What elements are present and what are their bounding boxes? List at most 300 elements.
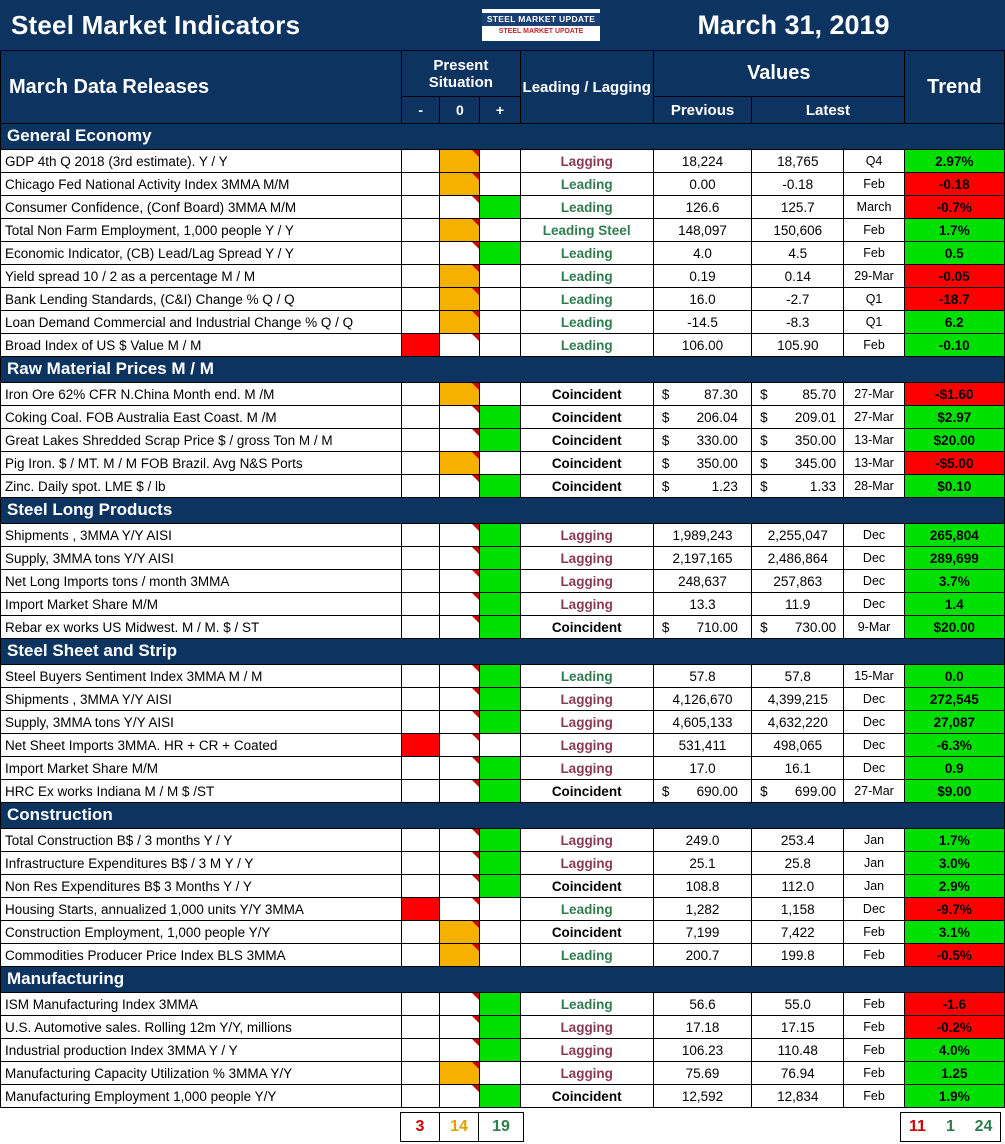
present-situation-plus-cell bbox=[480, 734, 520, 757]
period-label: Dec bbox=[844, 898, 904, 921]
period-label: Feb bbox=[844, 1039, 904, 1062]
trend-change: 1.9% bbox=[904, 1085, 1004, 1108]
present-situation-plus-cell bbox=[480, 1085, 520, 1108]
indicator-name: Commodities Producer Price Index BLS 3MMA bbox=[1, 944, 402, 967]
present-situation-plus-cell bbox=[480, 173, 520, 196]
present-situation-zero-cell bbox=[440, 311, 480, 334]
latest-value: 2,486,864 bbox=[752, 547, 844, 570]
leading-lagging-label: Leading bbox=[520, 993, 653, 1016]
previous-value: -14.5 bbox=[653, 311, 751, 334]
previous-value: 2,197,165 bbox=[653, 547, 751, 570]
period-label: March bbox=[844, 196, 904, 219]
latest-value: 57.8 bbox=[752, 665, 844, 688]
present-situation-minus-cell bbox=[402, 173, 440, 196]
table-footer bbox=[0, 1110, 1005, 1144]
indicator-name: Rebar ex works US Midwest. M / M. $ / ST bbox=[1, 616, 402, 639]
latest-value: 257,863 bbox=[752, 570, 844, 593]
present-situation-plus-cell bbox=[480, 311, 520, 334]
present-situation-zero-cell bbox=[440, 265, 480, 288]
trend-change: -0.18 bbox=[904, 173, 1004, 196]
previous-value: 4,605,133 bbox=[653, 711, 751, 734]
table-row bbox=[1, 219, 1005, 242]
previous-value: 531,411 bbox=[653, 734, 751, 757]
latest-value: 0.14 bbox=[752, 265, 844, 288]
previous-value bbox=[653, 475, 751, 498]
indicator-name: Shipments , 3MMA Y/Y AISI bbox=[1, 524, 402, 547]
leading-lagging-label: Coincident bbox=[520, 452, 653, 475]
present-situation-minus-cell bbox=[402, 829, 440, 852]
present-situation-zero-cell bbox=[440, 993, 480, 1016]
indicator-name: Total Non Farm Employment, 1,000 people Y / Y bbox=[1, 219, 402, 242]
previous-value: 17.18 bbox=[653, 1016, 751, 1039]
latest-value-value: 209.01 bbox=[794, 409, 837, 425]
latest-value: 2,255,047 bbox=[752, 524, 844, 547]
period-label: Dec bbox=[844, 711, 904, 734]
previous-value: 0.19 bbox=[653, 265, 751, 288]
present-situation-zero-cell bbox=[440, 475, 480, 498]
trend-change: 1.7% bbox=[904, 219, 1004, 242]
period-label: 13-Mar bbox=[844, 452, 904, 475]
latest-value: 112.0 bbox=[752, 875, 844, 898]
leading-lagging-label: Leading bbox=[520, 665, 653, 688]
latest-value-value: 730.00 bbox=[794, 619, 837, 635]
present-situation-zero-cell bbox=[440, 898, 480, 921]
indicator-name: Iron Ore 62% CFR N.China Month end. M /M bbox=[1, 383, 402, 406]
previous-value: 13.3 bbox=[653, 593, 751, 616]
indicator-name: Import Market Share M/M bbox=[1, 593, 402, 616]
indicator-name: Economic Indicator, (CB) Lead/Lag Spread Y / Y bbox=[1, 242, 402, 265]
col-zero: 0 bbox=[440, 97, 480, 124]
leading-lagging-label: Coincident bbox=[520, 406, 653, 429]
previous-value: 18,224 bbox=[653, 150, 751, 173]
indicator-name: Infrastructure Expenditures B$ / 3 M Y / Y bbox=[1, 852, 402, 875]
present-situation-plus-cell bbox=[480, 921, 520, 944]
section-title: General Economy bbox=[1, 124, 1005, 150]
indicator-name: Pig Iron. $ / MT. M / M FOB Brazil. Avg N&S Ports bbox=[1, 452, 402, 475]
trend-change: 3.0% bbox=[904, 852, 1004, 875]
previous-value: 248,637 bbox=[653, 570, 751, 593]
indicator-name: Construction Employment, 1,000 people Y/Y bbox=[1, 921, 402, 944]
col-previous: Previous bbox=[653, 97, 751, 124]
leading-lagging-label: Leading bbox=[520, 334, 653, 357]
present-situation-zero-cell bbox=[440, 1085, 480, 1108]
present-situation-minus-cell bbox=[402, 734, 440, 757]
present-situation-minus-cell bbox=[402, 429, 440, 452]
latest-value: 12,834 bbox=[752, 1085, 844, 1108]
present-situation-zero-cell bbox=[440, 173, 480, 196]
leading-lagging-label: Lagging bbox=[520, 1062, 653, 1085]
section-header-row bbox=[1, 357, 1005, 383]
indicator-name: Great Lakes Shredded Scrap Price $ / gross Ton M / M bbox=[1, 429, 402, 452]
latest-value bbox=[752, 616, 844, 639]
latest-value: 18,765 bbox=[752, 150, 844, 173]
latest-value-value: 85.70 bbox=[802, 386, 837, 402]
previous-value: 4,126,670 bbox=[653, 688, 751, 711]
trend-change: 265,804 bbox=[904, 524, 1004, 547]
table-row bbox=[1, 429, 1005, 452]
indicators-table bbox=[0, 50, 1005, 1108]
section-header-row bbox=[1, 498, 1005, 524]
present-situation-minus-cell bbox=[402, 452, 440, 475]
present-situation-zero-cell bbox=[440, 570, 480, 593]
trend-change: $0.10 bbox=[904, 475, 1004, 498]
present-situation-plus-cell bbox=[480, 547, 520, 570]
indicator-name: Net Long Imports tons / month 3MMA bbox=[1, 570, 402, 593]
period-label: Q1 bbox=[844, 288, 904, 311]
leading-lagging-label: Lagging bbox=[520, 547, 653, 570]
period-label: Dec bbox=[844, 593, 904, 616]
present-situation-minus-cell bbox=[402, 1016, 440, 1039]
previous-value: 75.69 bbox=[653, 1062, 751, 1085]
present-situation-minus-cell bbox=[402, 383, 440, 406]
present-situation-minus-cell bbox=[402, 1039, 440, 1062]
trend-change: -0.10 bbox=[904, 334, 1004, 357]
trend-change: 1.25 bbox=[904, 1062, 1004, 1085]
present-situation-zero-cell bbox=[440, 242, 480, 265]
previous-value bbox=[653, 429, 751, 452]
previous-value: 25.1 bbox=[653, 852, 751, 875]
trend-change: 0.5 bbox=[904, 242, 1004, 265]
present-situation-plus-cell bbox=[480, 150, 520, 173]
present-situation-minus-cell bbox=[402, 665, 440, 688]
previous-value bbox=[653, 383, 751, 406]
smu-logo bbox=[481, 8, 601, 42]
present-situation-zero-cell bbox=[440, 429, 480, 452]
dollar-sign: $ bbox=[760, 783, 768, 799]
present-situation-minus-cell bbox=[402, 993, 440, 1016]
latest-value bbox=[752, 406, 844, 429]
previous-value-value: 206.04 bbox=[696, 409, 738, 425]
table-row bbox=[1, 311, 1005, 334]
present-situation-zero-cell bbox=[440, 1016, 480, 1039]
present-situation-plus-cell bbox=[480, 711, 520, 734]
table-row bbox=[1, 524, 1005, 547]
period-label: Feb bbox=[844, 921, 904, 944]
period-label: Feb bbox=[844, 944, 904, 967]
present-situation-minus-cell bbox=[402, 570, 440, 593]
leading-lagging-label: Coincident bbox=[520, 383, 653, 406]
present-situation-plus-cell bbox=[480, 1039, 520, 1062]
leading-lagging-label: Leading Steel bbox=[520, 219, 653, 242]
indicator-name: Housing Starts, annualized 1,000 units Y/Y 3MMA bbox=[1, 898, 402, 921]
period-label: Feb bbox=[844, 173, 904, 196]
present-situation-zero-cell bbox=[440, 688, 480, 711]
latest-value: 17.15 bbox=[752, 1016, 844, 1039]
table-row bbox=[1, 711, 1005, 734]
present-situation-plus-cell bbox=[480, 406, 520, 429]
previous-value: 17.0 bbox=[653, 757, 751, 780]
period-label: 13-Mar bbox=[844, 429, 904, 452]
period-label: Dec bbox=[844, 688, 904, 711]
present-situation-plus-cell bbox=[480, 852, 520, 875]
present-situation-minus-cell bbox=[402, 688, 440, 711]
present-situation-zero-cell bbox=[440, 288, 480, 311]
table-row bbox=[1, 383, 1005, 406]
latest-value bbox=[752, 475, 844, 498]
section-title: Manufacturing bbox=[1, 967, 1005, 993]
present-situation-zero-cell bbox=[440, 547, 480, 570]
present-situation-minus-cell bbox=[402, 475, 440, 498]
table-row bbox=[1, 688, 1005, 711]
present-situation-plus-cell bbox=[480, 242, 520, 265]
present-situation-plus-cell bbox=[480, 196, 520, 219]
latest-value: 25.8 bbox=[752, 852, 844, 875]
table-row bbox=[1, 570, 1005, 593]
leading-lagging-label: Lagging bbox=[520, 734, 653, 757]
trend-change: 0.0 bbox=[904, 665, 1004, 688]
table-row bbox=[1, 334, 1005, 357]
count-zero: 14 bbox=[440, 1113, 479, 1141]
leading-lagging-label: Lagging bbox=[520, 688, 653, 711]
previous-value-value: 710.00 bbox=[696, 619, 738, 635]
present-situation-plus-cell bbox=[480, 475, 520, 498]
latest-value: 125.7 bbox=[752, 196, 844, 219]
table-row bbox=[1, 829, 1005, 852]
present-situation-minus-cell bbox=[402, 311, 440, 334]
previous-value-value: 1.23 bbox=[711, 478, 738, 494]
indicator-name: Net Sheet Imports 3MMA. HR + CR + Coated bbox=[1, 734, 402, 757]
latest-value: 150,606 bbox=[752, 219, 844, 242]
leading-lagging-label: Leading bbox=[520, 173, 653, 196]
present-situation-minus-cell bbox=[402, 219, 440, 242]
present-situation-plus-cell bbox=[480, 383, 520, 406]
trend-count-green: 24 bbox=[974, 1118, 993, 1135]
latest-value: 4,632,220 bbox=[752, 711, 844, 734]
present-situation-minus-cell bbox=[402, 875, 440, 898]
indicator-name: Shipments , 3MMA Y/Y AISI bbox=[1, 688, 402, 711]
present-situation-zero-cell bbox=[440, 150, 480, 173]
logo-top-text: STEEL MARKET UPDATE bbox=[482, 13, 600, 26]
trend-change: 27,087 bbox=[904, 711, 1004, 734]
present-situation-plus-cell bbox=[480, 219, 520, 242]
period-label: 28-Mar bbox=[844, 475, 904, 498]
trend-change: 0.9 bbox=[904, 757, 1004, 780]
trend-change: 3.1% bbox=[904, 921, 1004, 944]
present-situation-minus-cell bbox=[402, 288, 440, 311]
present-situation-zero-cell bbox=[440, 524, 480, 547]
present-situation-plus-cell bbox=[480, 1062, 520, 1085]
present-situation-minus-cell bbox=[402, 524, 440, 547]
col-leading-lagging: Leading / Lagging bbox=[520, 51, 653, 124]
latest-value: -2.7 bbox=[752, 288, 844, 311]
present-situation-minus-cell bbox=[402, 1085, 440, 1108]
present-situation-plus-cell bbox=[480, 288, 520, 311]
present-situation-zero-cell bbox=[440, 757, 480, 780]
present-situation-zero-cell bbox=[440, 383, 480, 406]
dollar-sign: $ bbox=[661, 455, 670, 471]
dollar-sign: $ bbox=[760, 386, 768, 402]
present-situation-minus-cell bbox=[402, 944, 440, 967]
table-row bbox=[1, 757, 1005, 780]
table-row bbox=[1, 265, 1005, 288]
present-situation-minus-cell bbox=[402, 265, 440, 288]
table-row bbox=[1, 242, 1005, 265]
table-row bbox=[1, 1085, 1005, 1108]
section-header-row bbox=[1, 967, 1005, 993]
previous-value: 108.8 bbox=[653, 875, 751, 898]
col-latest: Latest bbox=[752, 97, 904, 124]
previous-value: 4.0 bbox=[653, 242, 751, 265]
indicators-body bbox=[1, 124, 1005, 1108]
leading-lagging-label: Lagging bbox=[520, 711, 653, 734]
latest-value-value: 699.00 bbox=[794, 783, 837, 799]
table-row bbox=[1, 196, 1005, 219]
leading-lagging-label: Coincident bbox=[520, 1085, 653, 1108]
period-label: Feb bbox=[844, 242, 904, 265]
present-situation-minus-cell bbox=[402, 196, 440, 219]
indicator-name: Non Res Expenditures B$ 3 Months Y / Y bbox=[1, 875, 402, 898]
leading-lagging-label: Coincident bbox=[520, 780, 653, 803]
table-row bbox=[1, 288, 1005, 311]
dollar-sign: $ bbox=[661, 783, 670, 799]
leading-lagging-label: Leading bbox=[520, 288, 653, 311]
table-row bbox=[1, 1062, 1005, 1085]
present-situation-zero-cell bbox=[440, 593, 480, 616]
table-row bbox=[1, 875, 1005, 898]
trend-count-red: 11 bbox=[909, 1118, 926, 1135]
trend-change: $20.00 bbox=[904, 429, 1004, 452]
period-label: Dec bbox=[844, 734, 904, 757]
previous-value-value: 87.30 bbox=[704, 386, 738, 402]
table-row bbox=[1, 452, 1005, 475]
dollar-sign: $ bbox=[661, 409, 670, 425]
indicator-name: Broad Index of US $ Value M / M bbox=[1, 334, 402, 357]
trend-count-neutral: 1 bbox=[946, 1118, 955, 1135]
indicator-name: ISM Manufacturing Index 3MMA bbox=[1, 993, 402, 1016]
section-header-row bbox=[1, 639, 1005, 665]
latest-value: 55.0 bbox=[752, 993, 844, 1016]
indicator-name: Consumer Confidence, (Conf Board) 3MMA M/M bbox=[1, 196, 402, 219]
period-label: Jan bbox=[844, 852, 904, 875]
section-title: Steel Sheet and Strip bbox=[1, 639, 1005, 665]
section-title: Construction bbox=[1, 803, 1005, 829]
present-situation-minus-cell bbox=[402, 921, 440, 944]
present-situation-plus-cell bbox=[480, 780, 520, 803]
trend-change: $2.97 bbox=[904, 406, 1004, 429]
trend-change: 6.2 bbox=[904, 311, 1004, 334]
period-label: Feb bbox=[844, 1062, 904, 1085]
period-label: Q1 bbox=[844, 311, 904, 334]
indicator-name: Yield spread 10 / 2 as a percentage M / M bbox=[1, 265, 402, 288]
latest-value: 4,399,215 bbox=[752, 688, 844, 711]
leading-lagging-label: Lagging bbox=[520, 1016, 653, 1039]
trend-change: 3.7% bbox=[904, 570, 1004, 593]
previous-value bbox=[653, 616, 751, 639]
trend-change: 1.7% bbox=[904, 829, 1004, 852]
present-situation-zero-cell bbox=[440, 616, 480, 639]
latest-value: 110.48 bbox=[752, 1039, 844, 1062]
present-situation-plus-cell bbox=[480, 688, 520, 711]
col-values: Values bbox=[653, 51, 904, 97]
present-situation-minus-cell bbox=[402, 334, 440, 357]
present-situation-minus-cell bbox=[402, 780, 440, 803]
section-title: Raw Material Prices M / M bbox=[1, 357, 1005, 383]
trend-change: 1.4 bbox=[904, 593, 1004, 616]
dollar-sign: $ bbox=[760, 409, 768, 425]
present-situation-minus-cell bbox=[402, 593, 440, 616]
indicator-name: Coking Coal. FOB Australia East Coast. M /M bbox=[1, 406, 402, 429]
previous-value: 0.00 bbox=[653, 173, 751, 196]
dollar-sign: $ bbox=[661, 432, 670, 448]
present-situation-minus-cell bbox=[402, 616, 440, 639]
leading-lagging-label: Leading bbox=[520, 944, 653, 967]
indicator-name: Manufacturing Employment 1,000 people Y/Y bbox=[1, 1085, 402, 1108]
indicator-name: HRC Ex works Indiana M / M $ /ST bbox=[1, 780, 402, 803]
previous-value: 1,282 bbox=[653, 898, 751, 921]
indicator-name: Chicago Fed National Activity Index 3MMA M/M bbox=[1, 173, 402, 196]
table-row bbox=[1, 898, 1005, 921]
present-situation-plus-cell bbox=[480, 429, 520, 452]
present-situation-plus-cell bbox=[480, 616, 520, 639]
present-situation-plus-cell bbox=[480, 829, 520, 852]
col-present-situation: Present Situation bbox=[402, 51, 520, 97]
page-title: Steel Market Indicators bbox=[11, 9, 301, 40]
indicator-name: Manufacturing Capacity Utilization % 3MMA Y/Y bbox=[1, 1062, 402, 1085]
present-situation-plus-cell bbox=[480, 993, 520, 1016]
period-label: 27-Mar bbox=[844, 780, 904, 803]
trend-counts bbox=[900, 1112, 1001, 1142]
trend-change: $9.00 bbox=[904, 780, 1004, 803]
previous-value bbox=[653, 452, 751, 475]
previous-value: 200.7 bbox=[653, 944, 751, 967]
count-minus: 3 bbox=[401, 1113, 440, 1141]
previous-value: 1,989,243 bbox=[653, 524, 751, 547]
previous-value bbox=[653, 780, 751, 803]
leading-lagging-label: Lagging bbox=[520, 150, 653, 173]
previous-value: 106.00 bbox=[653, 334, 751, 357]
period-label: Q4 bbox=[844, 150, 904, 173]
period-label: 15-Mar bbox=[844, 665, 904, 688]
dollar-sign: $ bbox=[760, 455, 768, 471]
present-situation-zero-cell bbox=[440, 1039, 480, 1062]
indicator-name: Industrial production Index 3MMA Y / Y bbox=[1, 1039, 402, 1062]
table-row bbox=[1, 780, 1005, 803]
leading-lagging-label: Lagging bbox=[520, 524, 653, 547]
present-situation-zero-cell bbox=[440, 406, 480, 429]
trend-change: 4.0% bbox=[904, 1039, 1004, 1062]
present-situation-minus-cell bbox=[402, 150, 440, 173]
indicator-name: Zinc. Daily spot. LME $ / lb bbox=[1, 475, 402, 498]
period-label: 27-Mar bbox=[844, 383, 904, 406]
dollar-sign: $ bbox=[661, 478, 670, 494]
present-situation-plus-cell bbox=[480, 570, 520, 593]
leading-lagging-label: Lagging bbox=[520, 829, 653, 852]
trend-change: -0.5% bbox=[904, 944, 1004, 967]
present-situation-plus-cell bbox=[480, 944, 520, 967]
col-releases: March Data Releases bbox=[1, 51, 402, 124]
present-situation-minus-cell bbox=[402, 711, 440, 734]
table-row bbox=[1, 547, 1005, 570]
trend-change: -0.7% bbox=[904, 196, 1004, 219]
trend-change: -0.05 bbox=[904, 265, 1004, 288]
latest-value bbox=[752, 383, 844, 406]
present-situation-zero-cell bbox=[440, 665, 480, 688]
period-label: Feb bbox=[844, 334, 904, 357]
period-label: 27-Mar bbox=[844, 406, 904, 429]
period-label: 9-Mar bbox=[844, 616, 904, 639]
latest-value: 4.5 bbox=[752, 242, 844, 265]
period-label: Feb bbox=[844, 219, 904, 242]
table-row bbox=[1, 852, 1005, 875]
present-situation-zero-cell bbox=[440, 921, 480, 944]
period-label: Jan bbox=[844, 875, 904, 898]
present-situation-plus-cell bbox=[480, 757, 520, 780]
trend-change: -9.7% bbox=[904, 898, 1004, 921]
dollar-sign: $ bbox=[760, 432, 768, 448]
present-situation-zero-cell bbox=[440, 196, 480, 219]
latest-value: -8.3 bbox=[752, 311, 844, 334]
period-label: Dec bbox=[844, 524, 904, 547]
